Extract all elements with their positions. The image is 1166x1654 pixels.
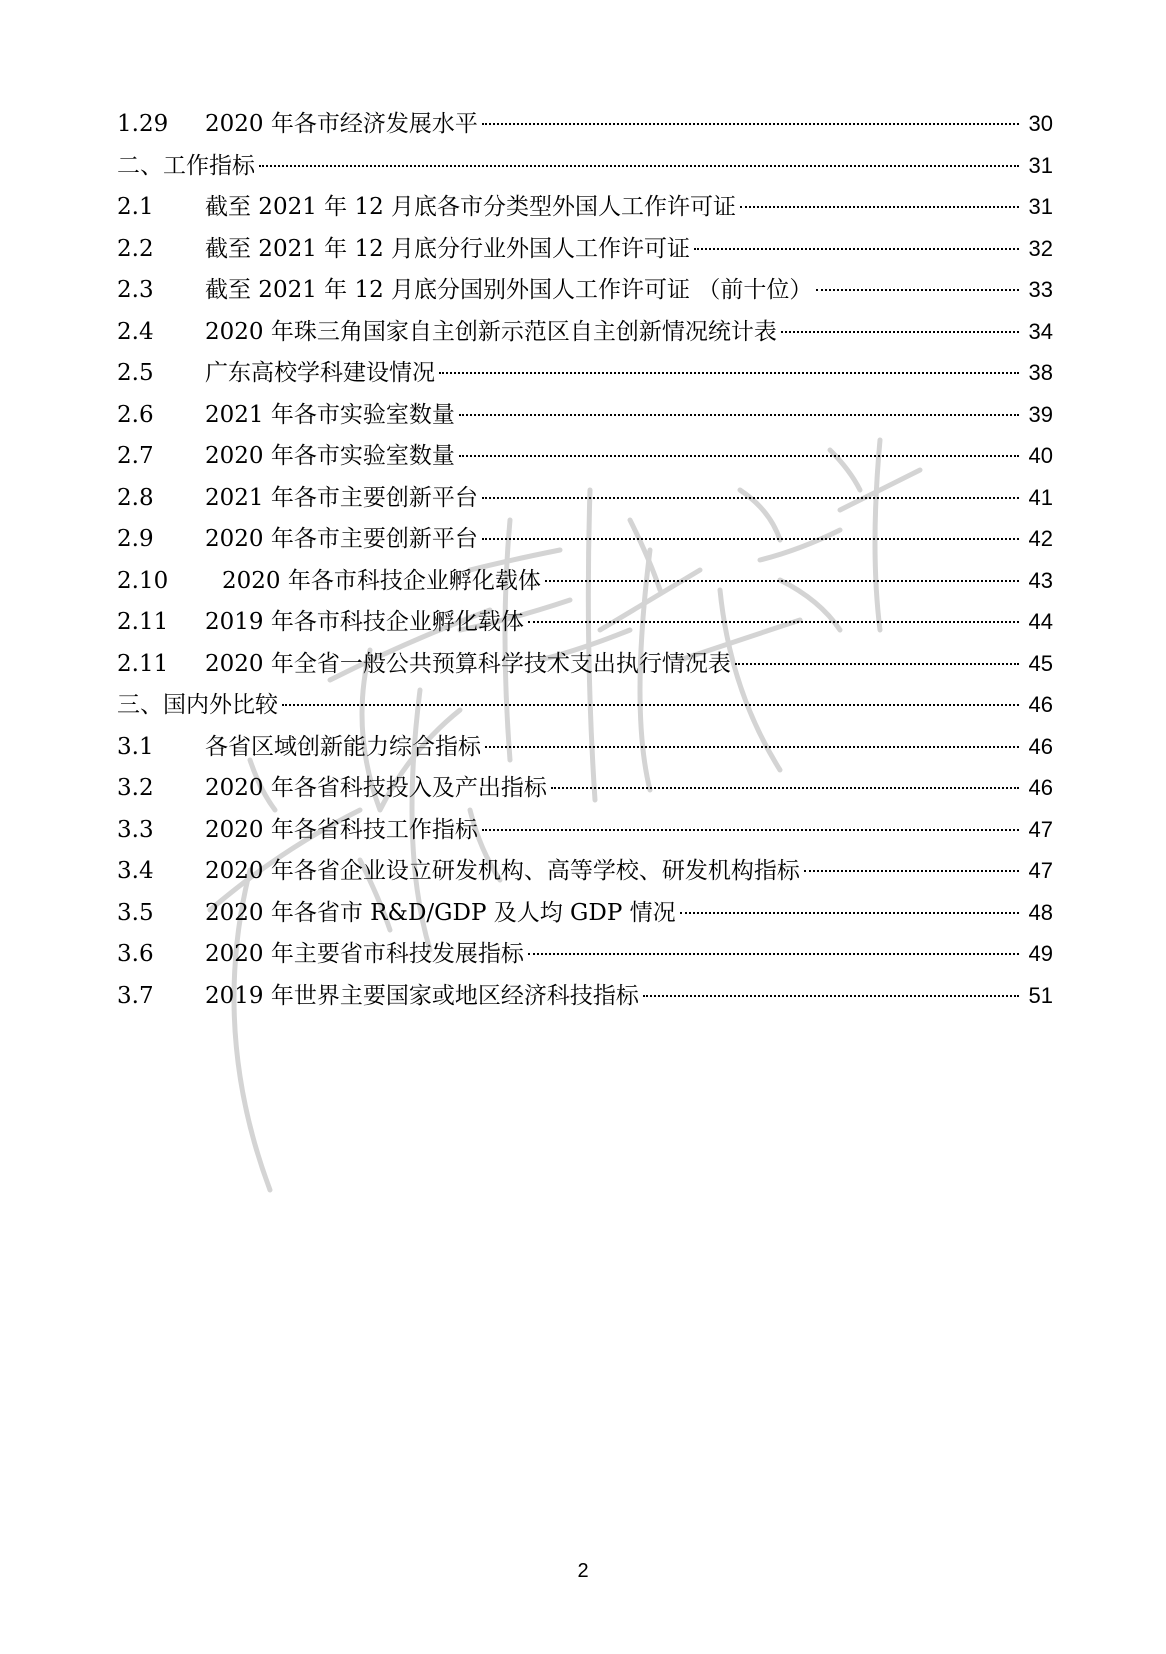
toc-entry[interactable] — [117, 103, 1053, 145]
toc-entry-page: 47 — [1028, 816, 1053, 842]
toc-leader-dots — [485, 745, 1019, 748]
toc-entry-number: 2.10 — [117, 567, 169, 594]
toc-entry[interactable] — [117, 684, 1053, 726]
toc-entry-number: 3.5 — [117, 899, 154, 926]
toc-entry-number: 1.29 — [117, 111, 169, 137]
toc-entry[interactable] — [117, 145, 1053, 187]
toc-leader-dots — [694, 247, 1019, 250]
toc-entry-page: 38 — [1028, 360, 1053, 385]
toc-entry-page: 39 — [1028, 401, 1053, 427]
toc-entry-page: 46 — [1028, 733, 1053, 759]
toc-entry-number: 3.1 — [117, 733, 154, 760]
toc-entry-number: 2.4 — [117, 318, 154, 345]
toc-entry-number: 2.11 — [117, 650, 169, 677]
toc-entry-title: 2020 年各省科技工作指标 — [205, 816, 478, 843]
toc-entry-page: 31 — [1028, 152, 1053, 178]
toc-section-heading: 二、工作指标 — [117, 152, 255, 179]
toc-leader-dots — [459, 454, 1019, 457]
toc-entry-page: 46 — [1028, 692, 1053, 717]
toc-entry-title: 截至 2021 年 12 月底分行业外国人工作许可证 — [205, 235, 691, 262]
toc-entry-title: 2020 年各市实验室数量 — [205, 443, 455, 469]
toc-entry-title: 2021 年各市主要创新平台 — [205, 484, 478, 511]
toc-entry-page: 48 — [1028, 899, 1053, 925]
toc-entry-title: 2020 年各市主要创新平台 — [205, 526, 478, 552]
toc-entry[interactable] — [117, 933, 1053, 975]
toc-entry-number: 3.4 — [117, 858, 154, 884]
toc-entry-page: 47 — [1028, 858, 1053, 883]
toc-entry-number: 2.7 — [117, 443, 154, 469]
toc-entry-page: 30 — [1028, 111, 1053, 136]
toc-entry-number: 2.8 — [117, 484, 154, 511]
toc-entry[interactable] — [117, 352, 1053, 394]
toc-entry-title: 2019 年世界主要国家或地区经济科技指标 — [205, 982, 639, 1009]
toc-entry-title: 2020 年各省企业设立研发机构、高等学校、研发机构指标 — [205, 858, 800, 884]
toc-leader-dots — [482, 496, 1019, 499]
toc-entry-page: 34 — [1028, 318, 1053, 344]
toc-entry-title: 2020 年主要省市科技发展指标 — [205, 941, 524, 967]
toc-entry-number: 2.9 — [117, 526, 154, 552]
table-of-contents — [117, 103, 1053, 1016]
toc-leader-dots — [816, 288, 1019, 291]
toc-entry-number: 2.2 — [117, 235, 154, 262]
toc-leader-dots — [643, 994, 1019, 997]
toc-section-heading: 三、国内外比较 — [117, 692, 278, 718]
toc-entry-number: 2.3 — [117, 277, 154, 303]
toc-entry-number: 3.7 — [117, 982, 154, 1009]
toc-leader-dots — [680, 911, 1019, 914]
toc-entry[interactable] — [117, 228, 1053, 270]
toc-entry[interactable] — [117, 311, 1053, 353]
toc-leader-dots — [482, 828, 1019, 831]
toc-entry-page: 40 — [1028, 443, 1053, 468]
toc-entry-page: 51 — [1028, 982, 1053, 1008]
toc-entry[interactable] — [117, 726, 1053, 768]
toc-entry-page: 46 — [1028, 775, 1053, 800]
toc-entry[interactable] — [117, 809, 1053, 851]
toc-entry[interactable] — [117, 643, 1053, 685]
toc-entry[interactable] — [117, 518, 1053, 560]
toc-entry-title: 2020 年各市经济发展水平 — [205, 111, 478, 137]
toc-entry[interactable] — [117, 892, 1053, 934]
toc-entry-title: 2021 年各市实验室数量 — [205, 401, 455, 428]
toc-entry-number: 3.6 — [117, 941, 154, 967]
toc-entry[interactable] — [117, 850, 1053, 892]
toc-leader-dots — [740, 205, 1019, 208]
toc-entry-page: 44 — [1028, 609, 1053, 634]
toc-leader-dots — [282, 703, 1019, 706]
toc-entry-number: 2.11 — [117, 609, 169, 635]
toc-entry-number: 2.1 — [117, 194, 154, 220]
toc-entry[interactable] — [117, 601, 1053, 643]
toc-entry-title: 2020 年全省一般公共预算科学技术支出执行情况表 — [205, 650, 731, 677]
toc-entry-page: 43 — [1028, 567, 1053, 593]
toc-leader-dots — [482, 122, 1019, 125]
toc-entry-page: 41 — [1028, 484, 1053, 510]
toc-entry-title: 2019 年各市科技企业孵化载体 — [205, 609, 524, 635]
toc-entry-number: 3.3 — [117, 816, 154, 843]
toc-entry-page: 49 — [1028, 941, 1053, 966]
toc-entry-page: 42 — [1028, 526, 1053, 551]
toc-leader-dots — [528, 620, 1019, 623]
toc-entry[interactable] — [117, 477, 1053, 519]
toc-entry[interactable] — [117, 269, 1053, 311]
toc-entry-page: 32 — [1028, 235, 1053, 261]
toc-leader-dots — [551, 786, 1019, 789]
toc-entry-page: 31 — [1028, 194, 1053, 219]
toc-entry-page: 45 — [1028, 650, 1053, 676]
page-number: 2 — [577, 1560, 589, 1582]
toc-entry[interactable] — [117, 767, 1053, 809]
toc-entry-title: 各省区域创新能力综合指标 — [205, 733, 481, 760]
toc-entry-title: 2020 年各省市 R&D/GDP 及人均 GDP 情况 — [205, 899, 676, 926]
toc-entry-title: 2020 年各市科技企业孵化载体 — [222, 567, 541, 594]
toc-leader-dots — [482, 537, 1019, 540]
toc-entry-title: 2020 年珠三角国家自主创新示范区自主创新情况统计表 — [205, 318, 777, 345]
toc-entry-title: 截至 2021 年 12 月底各市分类型外国人工作许可证 — [205, 194, 737, 220]
toc-entry[interactable] — [117, 394, 1053, 436]
toc-entry[interactable] — [117, 975, 1053, 1017]
toc-leader-dots — [735, 662, 1019, 665]
toc-leader-dots — [459, 413, 1019, 416]
toc-leader-dots — [439, 371, 1019, 374]
toc-entry[interactable] — [117, 435, 1053, 477]
toc-entry-number: 3.2 — [117, 775, 154, 801]
toc-leader-dots — [528, 952, 1019, 955]
toc-entry[interactable] — [117, 560, 1053, 602]
toc-entry-number: 2.6 — [117, 401, 154, 428]
toc-leader-dots — [259, 164, 1019, 167]
toc-leader-dots — [545, 579, 1019, 582]
toc-entry[interactable] — [117, 186, 1053, 228]
toc-entry-number: 2.5 — [117, 360, 154, 386]
toc-entry-title: 2020 年各省科技投入及产出指标 — [205, 775, 547, 801]
toc-leader-dots — [804, 869, 1019, 872]
toc-entry-title: 广东高校学科建设情况 — [205, 360, 435, 386]
toc-entry-page: 33 — [1028, 277, 1053, 302]
toc-entry-title: 截至 2021 年 12 月底分国别外国人工作许可证 （前十位） — [205, 277, 813, 303]
toc-leader-dots — [781, 330, 1019, 333]
